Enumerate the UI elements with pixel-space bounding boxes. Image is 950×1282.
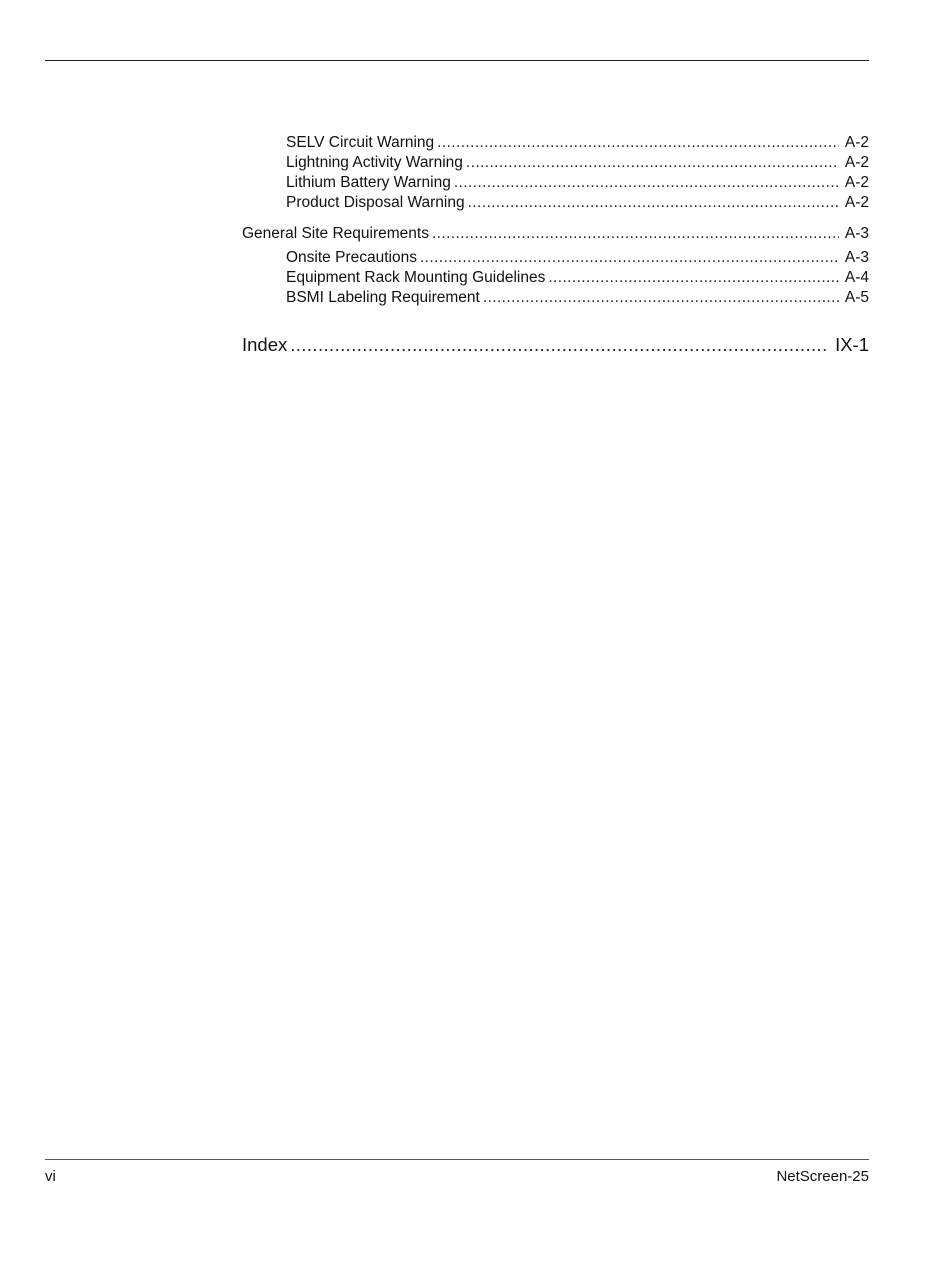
toc-entry-title: Index [242,334,288,355]
dot-leader [420,248,839,268]
toc-entry-page: A-4 [844,269,869,286]
dot-leader [437,133,839,153]
toc-entry-page: IX-1 [835,334,869,355]
toc-entry-product-disposal-warning[interactable] [286,193,869,213]
toc-entry-selv-circuit-warning[interactable] [286,133,869,153]
toc-entry-title: Equipment Rack Mounting Guidelines [286,269,546,286]
toc-entry-lithium-battery-warning[interactable] [286,173,869,193]
toc-entry-title: BSMI Labeling Requirement [286,289,480,306]
dot-leader [290,333,829,357]
dot-leader [548,268,839,288]
toc-entry-page: A-3 [844,225,869,242]
toc-entry-equipment-rack-mounting-guidelines[interactable] [286,268,869,288]
footer-product-name: NetScreen-25 [776,1168,869,1185]
toc-entry-page: A-2 [844,194,869,211]
toc-entry-page: A-5 [844,289,869,306]
toc-entry-title: Lightning Activity Warning [286,154,463,171]
dot-leader [468,193,839,213]
header-rule [45,60,869,61]
dot-leader [454,173,839,193]
toc-entry-title: SELV Circuit Warning [286,134,435,151]
toc-entry-bsmi-labeling-requirement[interactable] [286,288,869,308]
toc-entry-title: Lithium Battery Warning [286,174,451,191]
toc-entry-general-site-requirements[interactable] [242,224,869,244]
toc-entry-onsite-precautions[interactable] [286,248,869,268]
toc-entry-page: A-2 [844,174,869,191]
toc-entry-lightning-activity-warning[interactable] [286,153,869,173]
toc-entry-page: A-2 [844,154,869,171]
toc-entry-index[interactable] [242,333,869,357]
dot-leader [466,153,839,173]
toc-entry-title: General Site Requirements [242,225,429,242]
dot-leader [432,224,839,244]
toc-entry-title: Product Disposal Warning [286,194,465,211]
footer-rule [45,1159,869,1160]
toc-entry-page: A-3 [844,249,869,266]
toc-entry-page: A-2 [844,134,869,151]
footer-page-number: vi [45,1168,56,1185]
dot-leader [483,288,839,308]
toc-entry-title: Onsite Precautions [286,249,417,266]
